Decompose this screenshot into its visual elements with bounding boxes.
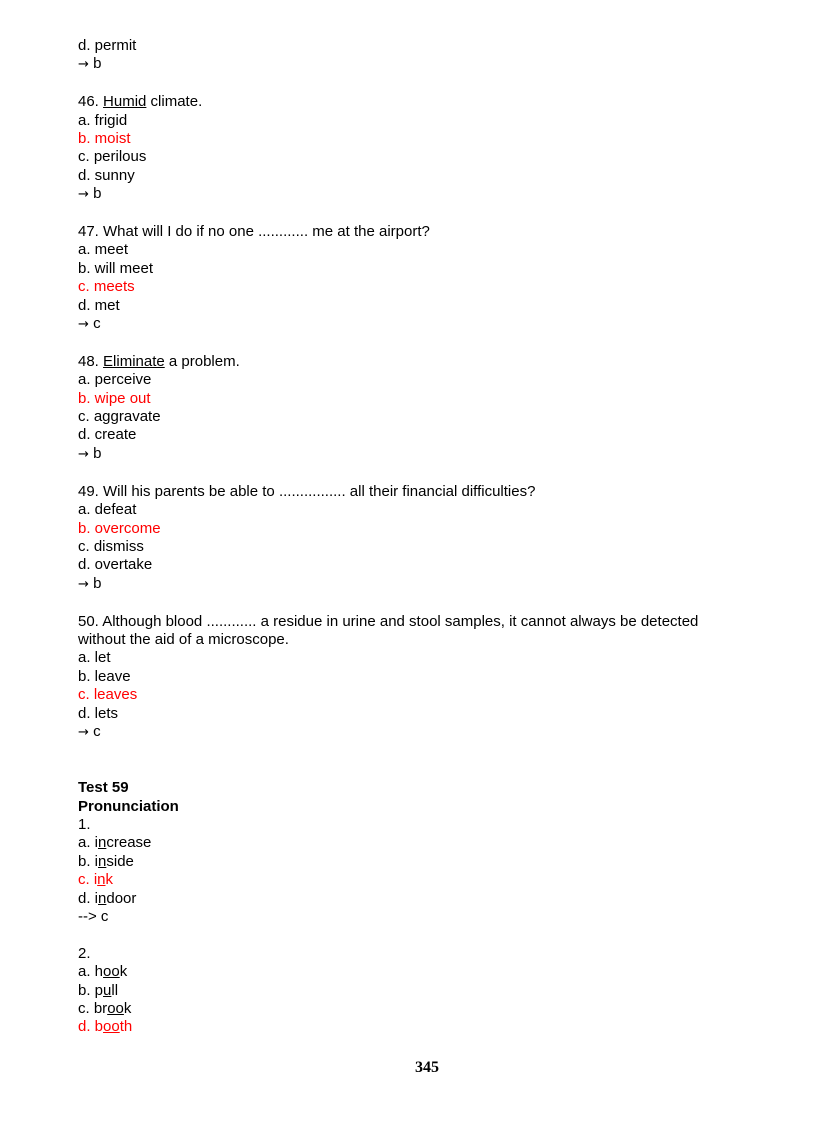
underlined-sound: n [98,852,107,870]
q46-question [78,93,760,111]
p1-option-a [78,834,760,852]
q48-option-d: d. create [78,426,137,444]
q50-option-d: d. lets [78,704,119,722]
option-suffix: side [106,852,134,870]
q45-answer [78,55,760,74]
q47-answer [78,315,760,334]
question-number: 46. [78,93,104,111]
arrow-icon: → [78,57,89,73]
arrow-icon: → [78,576,89,592]
q50-answer [78,723,760,742]
q49-option-d: d. overtake [78,556,153,574]
q46-option-a: a. frigid [78,111,128,129]
q48-option-b-correct: b. wipe out [78,389,151,407]
underlined-word: Humid [103,93,147,111]
p2-number: 2. [78,944,91,962]
section-title: Pronunciation [78,797,179,815]
underlined-sound: u [103,981,112,999]
p1-number: 1. [78,815,91,833]
q47-option-d: d. met [78,296,120,314]
q50-question-line2: without the aid of a microscope. [78,630,289,648]
q49-question: 49. Will his parents be able to ................ all their financial difficulties? [78,482,536,500]
option-suffix: ll [111,981,119,999]
p2-option-d-correct [78,1018,760,1036]
underlined-sound: n [98,834,107,852]
answer-letter: c [88,722,101,740]
q49-option-c: c. dismiss [78,537,144,555]
q49-answer [78,575,760,594]
p2-option-b [78,982,760,1000]
answer-letter: b [88,444,102,462]
p2-option-c [78,1000,760,1018]
underlined-sound: oo [103,963,120,981]
q50-option-b: b. leave [78,667,131,685]
question-suffix: a problem. [164,352,240,370]
option-suffix: th [119,1018,133,1036]
q50-option-c-correct: c. leaves [78,686,138,704]
underlined-sound: oo [103,1018,120,1036]
question-suffix: climate. [146,93,203,111]
test-title: Test 59 [78,779,129,797]
option-prefix: a. h [78,963,104,981]
q49-option-b-correct: b. overcome [78,519,161,537]
q46-option-b-correct: b. moist [78,130,131,148]
p1-option-b [78,853,760,871]
worksheet-page [78,37,760,1037]
option-prefix: c. br [78,1000,108,1018]
answer-letter: b [88,55,102,73]
q47-option-c-correct: c. meets [78,278,135,296]
answer-letter: b [88,574,102,592]
q47-option-a: a. meet [78,241,129,259]
underlined-sound: n [98,889,107,907]
option-prefix: d. b [78,1018,104,1036]
q48-option-c: c. aggravate [78,408,161,426]
option-suffix: k [119,963,128,981]
answer-letter: b [88,185,102,203]
q48-option-a: a. perceive [78,371,152,389]
p2-option-a [78,963,760,981]
q46-option-d: d. sunny [78,166,135,184]
arrow-icon: → [78,724,89,740]
answer-letter: c [88,315,101,333]
option-suffix: door [106,889,137,907]
q48-answer [78,445,760,464]
option-prefix: a. i [78,834,99,852]
option-suffix: k [123,1000,132,1018]
arrow-icon: → [78,317,89,333]
q47-question: 47. What will I do if no one ............ me at the airport? [78,223,430,241]
underlined-word: Eliminate [103,352,165,370]
p1-answer: --> c [78,908,109,925]
q45-option-d: d. permit [78,37,137,54]
q48-question [78,353,760,371]
option-suffix: crease [106,834,152,852]
option-prefix: b. p [78,981,104,999]
arrow-icon: → [78,446,89,462]
q46-answer [78,185,760,204]
q47-option-b: b. will meet [78,259,154,277]
q50-option-a: a. let [78,649,111,667]
arrow-icon: → [78,187,89,203]
underlined-sound: n [97,871,106,889]
q50-question-line1: 50. Although blood ............ a residue in urine and stool samples, it cannot always be detected [78,612,699,630]
p1-option-d [78,890,760,908]
option-prefix: b. i [78,852,99,870]
page-number: 345 [415,1059,439,1076]
underlined-sound: oo [107,1000,124,1018]
option-suffix: k [105,871,114,889]
question-number: 48. [78,352,104,370]
p1-option-c-correct [78,871,760,889]
option-prefix: c. i [78,871,98,889]
q46-option-c: c. perilous [78,148,147,166]
option-prefix: d. i [78,889,99,907]
q49-option-a: a. defeat [78,501,137,519]
